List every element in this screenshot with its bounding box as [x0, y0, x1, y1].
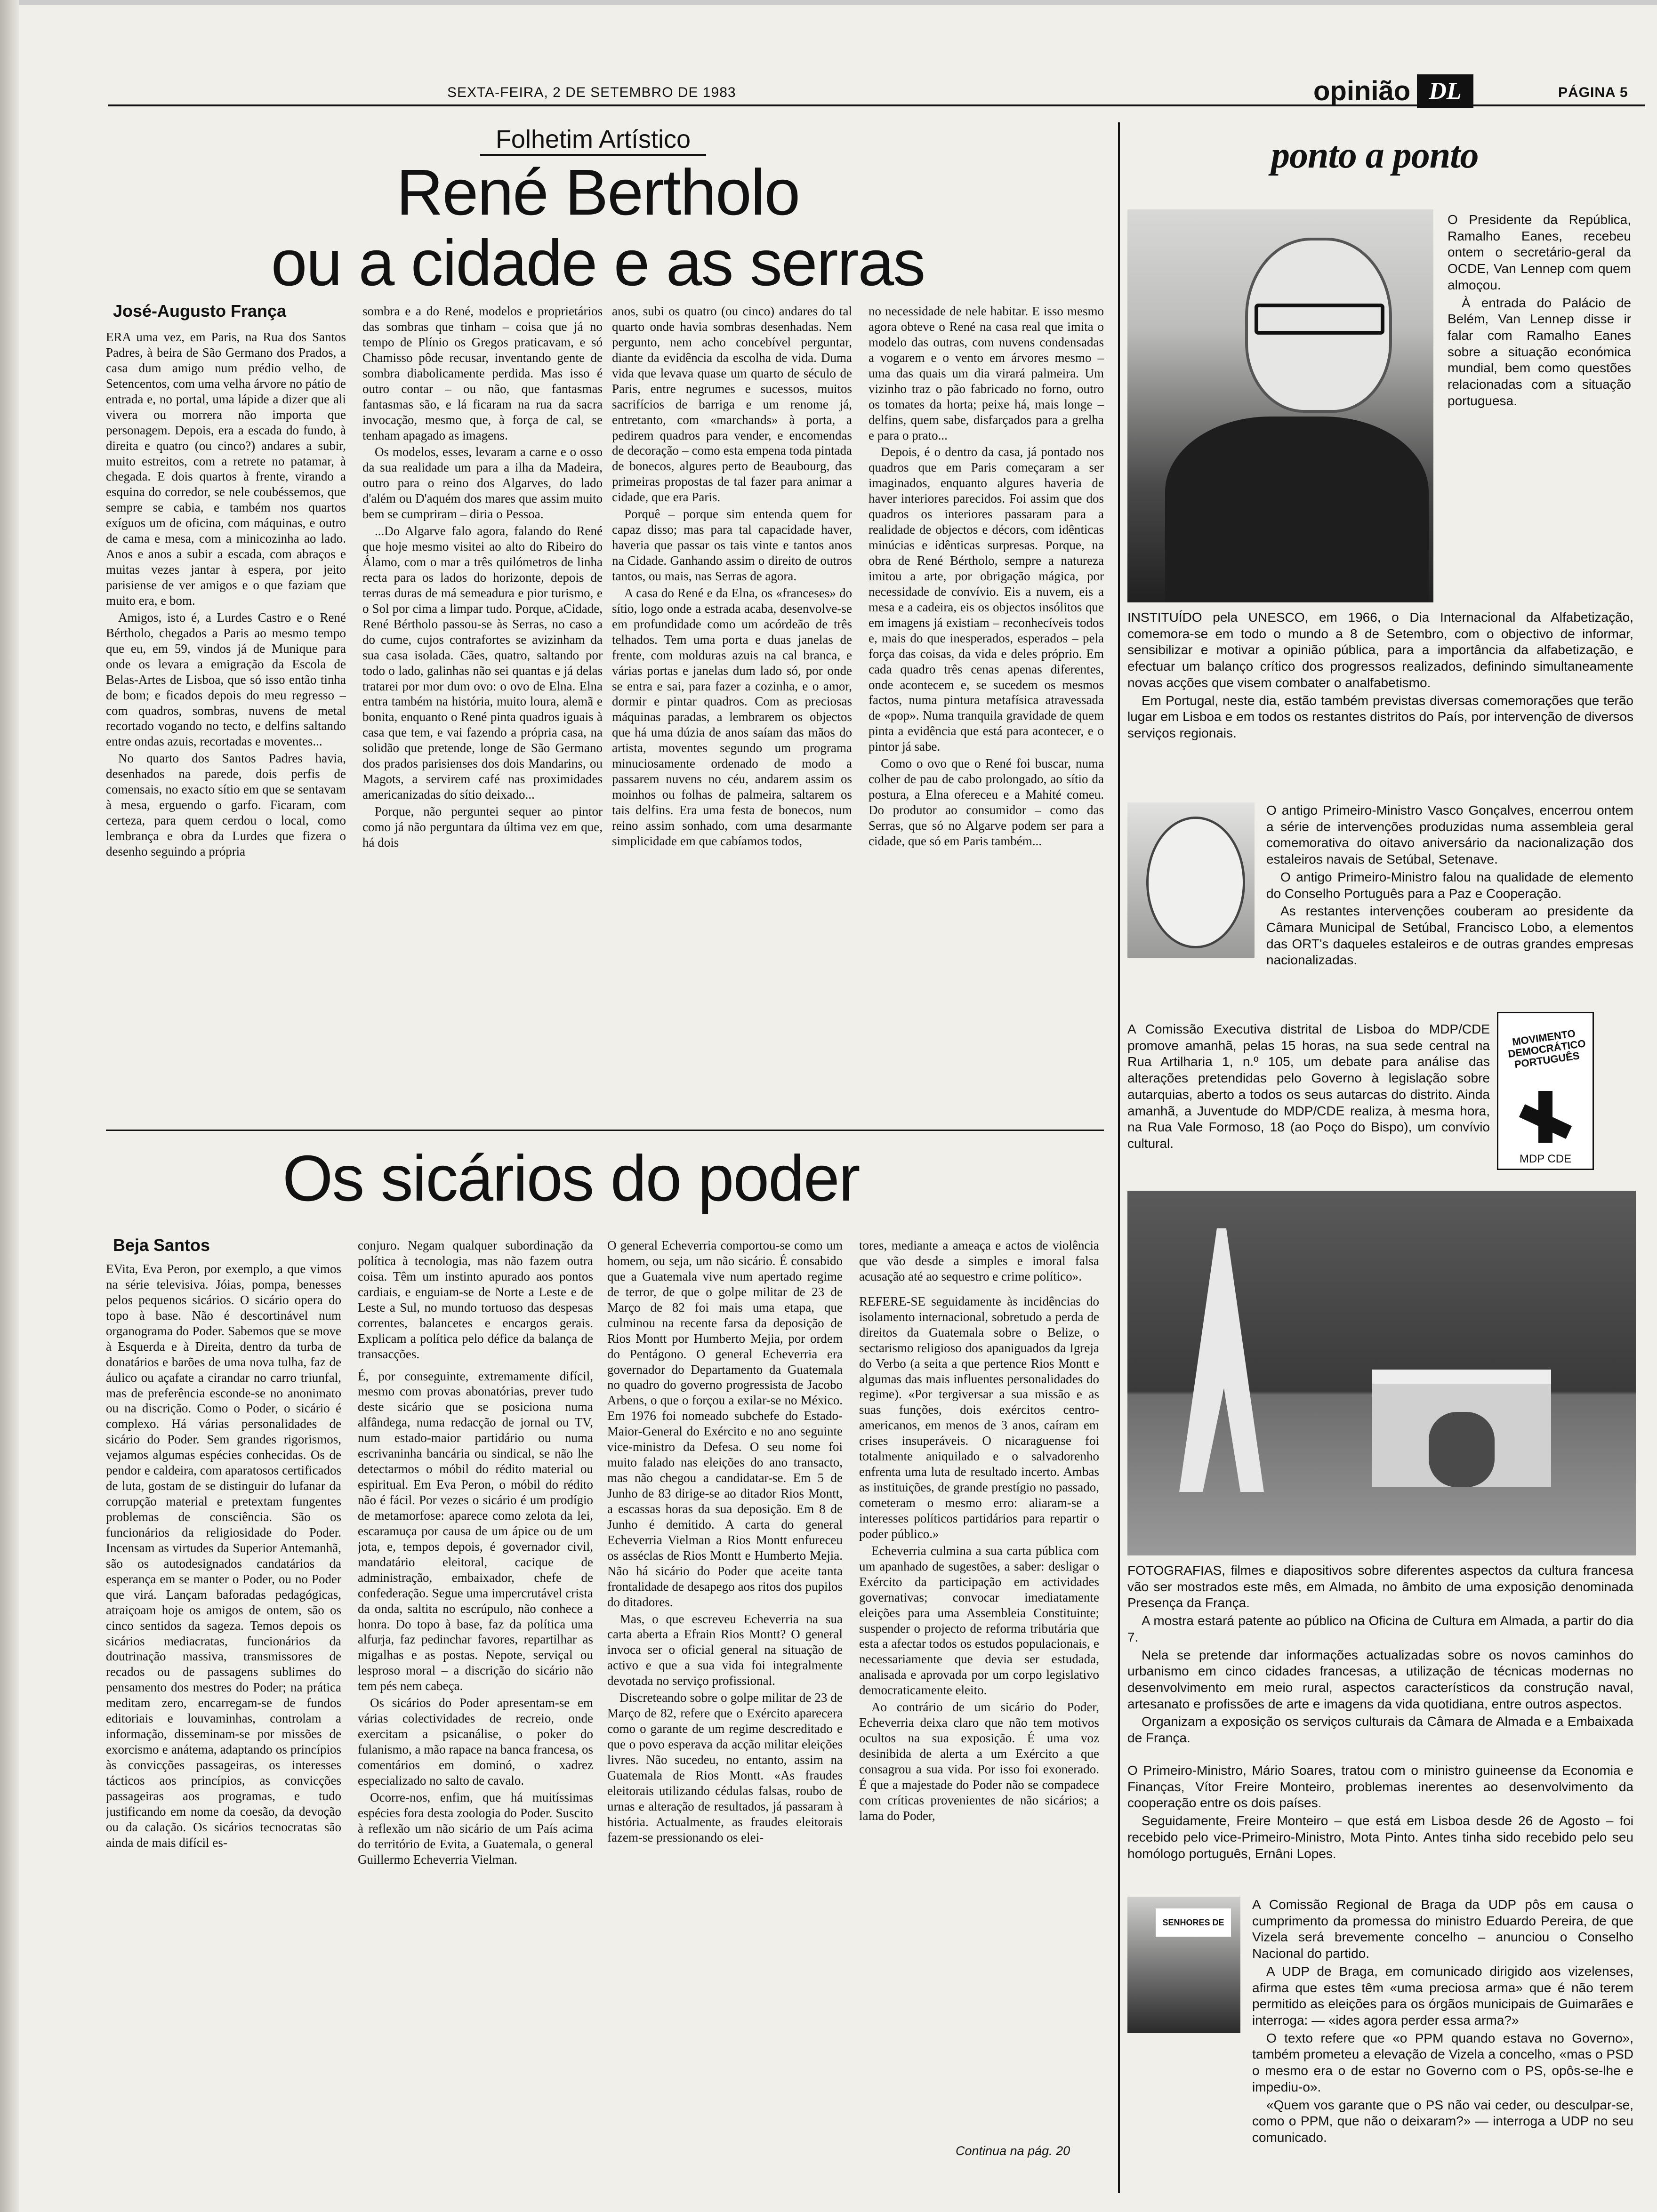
brief-eanes — [1448, 212, 1631, 593]
brief-eanes-p1: O Presidente da República, Ramalho Eanes, recebeu ontem o secretário-geral da OCDE, Van Lennep com quem almoçou. — [1448, 212, 1631, 292]
article1-title-line1: René Bertholo — [396, 156, 800, 229]
article2-col4-p4: Ao contrário de um sicário do Poder, Echeverria deixa claro que não tem motivos ocultos na sua exposição. É uma voz desinibida de alerta a um Exército a que consagrou a sua vida. Por isso foi exonerado. É que a majestade do Poder não se compadece com críticas provenientes de não sicários; a lama do Poder, — [859, 1700, 1099, 1823]
brief-franca-p2: A mostra estará patente ao público na Oficina de Cultura em Almada, a partir do dia 7. — [1127, 1613, 1633, 1644]
article2-col1-p1: EVita, Eva Peron, por exemplo, a que vimos na série televisiva. Jóias, pompa, benesses pelos pequenos sicários. O sicário opera do topo à base. Não é descortinável num organograma do Poder. Sabemos que se move à Esquerda e à Direita, dentro da turba de donatários e barões de uma nova tulha, faz de áulico ou açafate a cirandar no carro triunfal, mas de preferência esconde-se no anonimato ou na discrição. Como o Poder, o sicário é complexo. Há várias personalidades de sicário do Poder. Sem grandes rigorismos, vejamos algumas espécies conhecidas. Os de pendor e caldeira, com aparatosos certificados de luta, gostam de se distinguir do lufanar da corrupção material e pretextam fungentes problemas de consciência. São os funcionários da religiosidade do Poder. Incensam as virtudes da Superior Antemanhã, são os autodesignados candatários da esperança em se manter o Poder, ou no Poder que virá. Lançam baforadas pedagógicas, atraiçoam hoje os amigos de ontem, são os cinco sentidos da sageza. Temos depois os sicários mediacratas, funcionários da doutrinação massiva, transmissores de recados ou de passagens sublimes do pensamento dos mestres do Poder; na prática meditam zero, encarregam-se de fundos editoriais e louvaminhas, controlam a informação, disseminam-se por missões de exorcismo e anátema, adaptando os princípios às convicções passageiras, os interesses tácticos aos princípios, as convicções passageiras aos programas, e tudo justificando em nome da coesão, da devoção ou da calação. Os sicários tecnocratas são ainda de mais difícil es- — [106, 1262, 341, 1850]
article1-col2-p4: Porque, não perguntei sequer ao pintor como já não perguntara da última vez em que, há dois — [362, 804, 603, 850]
article2-col4 — [859, 1238, 1099, 2137]
article1-col2-p2: Os modelos, esses, levaram a carne e o osso da sua realidade um para a ilha da Madeira, outro para o reino dos Algarves, do lado d'além ou D'aquém dos mares que assim muito bem se cumpriram – diria o Pessoa. — [362, 445, 603, 521]
brief-mdp — [1127, 1021, 1490, 1172]
article1-col4-p1: no necessidade de nele habitar. E isso mesmo agora obteve o René na casa real que imita o modelo das outras, com nuvens condensadas a vogarem e o vento em árvores mesmo – uma das quais um dia virará palmeira. Um vizinho traz o pão fabricado no forno, outro os tomates da horta; peixe há, mais longe – delfins, quem sabe, disfarçados para a grelha e para o prato... — [869, 304, 1104, 442]
brief-goncalves-p1: O antigo Primeiro-Ministro Vasco Gonçalves, encerrou ontem a série de intervenções produzidas numa assembleia geral comemorativa do oitavo aniversário da nacionalização dos estaleiros navais de Setúbal, Setenave. — [1266, 803, 1633, 867]
brief-udp — [1252, 1897, 1633, 2198]
article2-col2-p2: É, por conseguinte, extremamente difícil, mesmo com provas abonatórias, prever tudo deste sicário que se posiciona numa alfândega, numa redacção de jornal ou TV, num estado-maior partidário ou numa escrivaninha bancária ou sindical, se não lhe detectarmos o móbil do rédito material ou espiritual. Em Eva Peron, o móbil do rédito não é fácil. Por vezes o sicário é um prodígio de metamorfose: aparece como zelota da lei, escaramuça por causa de um ápice ou de um jota, e, tempos depois, é governador civil, mandatário eleitoral, cacique de administração, embaixador, chefe de confederação. Segue uma impercrutável crista da onda, saltita no escrúpulo, não conhece a honra. Do topo à base, faz da política uma alfurja, faz pedinchar favores, repartilhar as migalhas e as postas. Nepote, serviçal ou lesproso moral – a discrição do sicário não tem pés nem cabeça. — [358, 1369, 593, 1693]
article2-col3-p2: Mas, o que escreveu Echeverria na sua carta aberta a Efrain Rios Montt? O general invoca ser o oficial general na situação de activo e que a sua vida foi integralmente devotada no serviço profissional. — [607, 1611, 843, 1688]
eanes-photo — [1127, 209, 1433, 602]
scan-edge-left — [0, 0, 19, 2212]
article1-col4 — [869, 304, 1104, 1125]
protest-photo — [1127, 1897, 1240, 2033]
newspaper-logo: DL — [1417, 74, 1473, 108]
article2-col1 — [106, 1261, 341, 2151]
brief-goncalves-p3: As restantes intervenções couberam ao presidente da Câmara Municipal de Setúbal, Francisco Lobo, a elementos das ORT's daqueles estaleiros e de outras grandes empresas nacionalizadas. — [1266, 904, 1633, 968]
article1-author: José-Augusto França — [113, 301, 287, 321]
protest-sign: SENHORES DE — [1156, 1908, 1231, 1937]
article1-col3 — [612, 304, 852, 1125]
brief-mdp-p1: A Comissão Executiva distrital de Lisboa do MDP/CDE promove amanhã, pelas 15 horas, na sua sede central na Rua Artilharia 1, n.º 105, um debate para análise das alterações pretendidas pelo Governo à legislação sobre autarquias, aberto a todos os seus autarcas do distrito. Ainda amanhã, a Juventude do MDP/CDE realiza, à mesma hora, na Rua Vale Formoso, 18 (ao Poço do Bispo), um convívio cultural. — [1127, 1022, 1490, 1151]
eiffel-tower-icon — [1170, 1228, 1273, 1492]
sidebar-rule — [1118, 122, 1120, 2193]
header-date: SEXTA-FEIRA, 2 DE SETEMBRO DE 1983 — [447, 85, 736, 100]
article1-col3-p1: anos, subi os quatro (ou cinco) andares do tal quarto onde havia sombras desenhadas. Nem pergunto, nem acho concebível perguntar, diante da evidência da escolha de vida. Duma vida que levava quase um quarto de século de Paris, entre negrumes e sucessos, muitos sacrifícios de barriga e um renome já, entretanto, com «marchands» à porta, a pedirem quadros para vender, e encomendas de decoração – como esta empena toda pintada de bonecos, algures perto de Beaubourg, das primeiras propostas de tal fazer para animar a cidade, que era Paris. — [612, 304, 852, 505]
brief-eanes-p2: À entrada do Palácio de Belém, Van Lennep disse ir falar com Ramalho Eanes sobre a situação económica mundial, bem como questões relacionadas com a situação portuguesa. — [1448, 295, 1631, 408]
brief-franca-p4: Organizam a exposição os serviços culturais da Câmara de Almada e a Embaixada de França. — [1127, 1714, 1633, 1746]
brief-franca — [1127, 1563, 1633, 1751]
vasco-goncalves-photo — [1127, 802, 1255, 958]
arc-de-triomphe-icon — [1372, 1370, 1551, 1487]
article2-col2 — [358, 1238, 593, 2151]
article1-col2 — [362, 304, 603, 1125]
article2-col4-p2: REFERE-SE seguidamente às incidências do isolamento internacional, sobretudo a perda de direitos da Guatemala sobre o Belize, o sectarismo religioso dos apaniguados da Igreja do Verbo (a seita a que pertence Rios Montt e algumas das mais influentes personalidades do regime). «Por tergiversar a sua missão e as suas funções, dois exércitos centro-americanos, em menos de 3 anos, caíram em crises insuperáveis. O nicaraguense foi totalmente aniquilado e o salvadorenho enfrenta uma luta de resultado incerto. Ambas as instituições, de grande prestígio no passado, cometeram o mesmo erro: aliaram-se a interesses políticos partidários para repartir o poder público.» — [859, 1294, 1099, 1541]
brief-soares-p2: Seguidamente, Freire Monteiro – que está em Lisboa desde 26 de Agosto – foi recebido pelo vice-Primeiro-Ministro, Mota Pinto. Antes tinha sido recebido pelo seu homólogo português, Ernâni Lopes. — [1127, 1813, 1633, 1861]
mdp-logo-label: MDP CDE — [1519, 1153, 1572, 1165]
header-rule — [108, 104, 1645, 106]
article2-title: Os sicários do poder — [282, 1142, 860, 1215]
mdp-logo-text: MOVIMENTO DEMOCRÁTICO PORTUGUÊS — [1507, 1027, 1587, 1071]
article2-author: Beja Santos — [113, 1235, 210, 1255]
article2-col4-p1: tores, mediante a ameaça e actos de violência que vão desde a simples e imoral falsa acusação até ao sequestro e crime político». — [859, 1238, 1099, 1283]
article1-title-line2: ou a cidade e as serras — [271, 227, 925, 299]
article2-col3-p1: O general Echeverria comportou-se como um homem, ou seja, um não sicário. É consabido que a Guatemala vive num apertado regime de terror, de que o golpe militar de 23 de Março de 82 foi mais uma etapa, que culminou na recente farsa da deposição de Rios Montt por Humberto Mejia, por ordem do Pentágono. O general Echeverria era governador do Departamento da Guatemala no quadro do governo progressista de Jacobo Arbens, o que o forçou a exilar-se no México. Em 1976 foi nomeado subchefe do Estado-Maior-General do Exército e no ano seguinte vice-ministro da Defesa. O seu nome foi muito falado nas eleições do ano transacto, mas não chegou a candidatar-se. Em 5 de Junho de 83 dirige-se ao ditador Rios Montt, a escassas horas da sua deposição. Em 8 de Junho é demitido. A carta do general Echeverria Vielman a Rios Montt enfureceu os asséclas de Rios Montt e Humberto Mejia. Não há sicário do Poder que aceite tanta frontalidade de desapego aos ritos dos pupilos do ditadores. — [607, 1238, 843, 1609]
article1-col1-p2: Amigos, isto é, a Lurdes Castro e o René Bértholo, chegados a Paris ao mesmo tempo que eu, em 59, vindos já de Munique para onde os levara a emigração da Escola de Belas-Artes de Lisboa, que só isso então tinha de bom; e ficados depois do meu regresso – com quadros, sombras, nuvens de metal recortado vogando no tecto, e delfins saltando entre ondas azuis, recortadas e moventes... — [106, 610, 346, 749]
goncalves-head — [1146, 817, 1245, 948]
france-souvenirs-photo — [1127, 1191, 1636, 1555]
page-number: PÁGINA 5 — [1558, 85, 1628, 100]
article2-col4-p3: Echeverria culmina a sua carta pública com um apanhado de sugestões, a saber: desligar o Exército da participação em actividades governativas; convocar imediatamente eleições para uma Assembleia Constituinte; suspender o projecto de reforma tributária que esta a afectar todos os estudos populacionais, e necessariamente que devia ser estudada, analisada e aprovada por um corpo legislativo democraticamente eleito. — [859, 1543, 1099, 1698]
brief-udp-p1: A Comissão Regional de Braga da UDP pôs em causa o cumprimento da promessa do ministro Eduardo Pereira, de que Vizela será brevemente concelho – anunciou o Conselho Nacional do partido. — [1252, 1897, 1633, 1961]
mdp-cde-logo — [1497, 1012, 1594, 1170]
brief-soares-p1: O Primeiro-Ministro, Mário Soares, tratou com o ministro guineense da Economia e Finanças, Vítor Freire Monteiro, problemas inerentes ao desenvolvimento da cooperação entre os dois países. — [1127, 1763, 1633, 1811]
brief-unesco-p1: INSTITUÍDO pela UNESCO, em 1966, o Dia Internacional da Alfabetização, comemora-se em todo o mundo a 8 de Setembro, com o objectivo de informar, sensibilizar e motivar a opinião pública, para a importância da alfabetização, e efectuar um balanço crítico dos progressos realizados, definindo simultaneamente novas acções que visem combater o analfabetismo. — [1127, 610, 1633, 690]
article2-col2-p3: Os sicários do Poder apresentam-se em várias colectividades de recreio, onde exercitam a psicanálise, o poker do fulanismo, a mão rapace na banca francesa, os comentários em dominó, o xadrez especializado no salto de cavalo. — [358, 1696, 593, 1787]
brief-soares — [1127, 1763, 1633, 1880]
article1-col1-p3: No quarto dos Santos Padres havia, desenhados na parede, dois perfis de comensais, no exacto sítio em que se sentavam à mesa, erguendo o garfo. Ficaram, com certeza, para quem cerdou o local, como lembrança e obra da Lurdes que fizera o desenho seguindo a própria — [106, 751, 346, 858]
article-divider — [106, 1130, 1104, 1131]
eanes-glasses — [1255, 304, 1384, 335]
article2-col3-p3: Discreteando sobre o golpe militar de 23 de Março de 82, refere que o Exército aparecera como o garante de um regime descreditado e que o povo esperava da acção militar eleições livres. Não sucedeu, no entanto, assim na Guatemala de Rios Montt. «As fraudes eleitorais utilizando cédulas falsas, roubo de urnas e alteração de resultados, já passaram à história. Actualmente, as fraudes eleitorais fazem-se pressionando os elei- — [607, 1691, 843, 1844]
brief-goncalves — [1266, 802, 1633, 1010]
brief-udp-p4: «Quem vos garante que o PS não vai ceder, ou desculpar-se, como o PPM, que não o deixaram?» — interroga a UDP no seu comunicado. — [1252, 2097, 1633, 2145]
continued-note: Continua na pág. 20 — [956, 2144, 1070, 2158]
article1-col1-p1: ERA uma vez, em Paris, na Rua dos Santos Padres, à beira de São Germano dos Prados, a casa dum amigo num prédio velho, de Setencentos, com uma velha árvore no pátio de entrada e, no portal, uma lápide a dizer que ali vivera ou morrera não importa que personagem. Depois, era a escada do fundo, à direita e quatro (ou cinco?) andares a subir, muito estreitos, com a retrete no patamar, à chegada. E dois quartos à frente, virando a esquina do corredor, se nele coubéssemos, que sempre se cabia, e também nos quartos exíguos um de oficina, com máquinas, e outro de cama e mesa, com a minicozinha ao lado. Anos e anos a subir a escada, com abraços e muitas vezes jantar à espera, por jeito parisiense de ver amigos e o que faziam que muito era, e bom. — [106, 330, 346, 608]
brief-unesco — [1127, 609, 1633, 788]
sidebar-title: ponto a ponto — [1271, 135, 1479, 176]
article2-col3 — [607, 1238, 843, 2151]
article1-col2-p3: ...Do Algarve falo agora, falando do René que hoje mesmo visitei ao alto do Ribeiro do Álamo, com o mar a três quilómetros de linha recta para os lados do horizonte, depois de terras duras de má semeadura e pior turismo, e o Sol por cima a limpar tudo. Porque, aCidade, René Bértholo passou-se às Serras, no caso a do cume, cujos contrafortes se avizinham da sua casa isolada. Cães, quatro, saltando por todo o lado, galinhas não sei quantas e já delas tratarei por mor dum ovo: o ovo de Elna. Elna entra também na história, muito loura, alemã e bonita, enquanto o René pinta quadros iguais à casa que tem, e vai fazendo a própria casa, na solidão que pretende, longe de São Germano dos prados parisienses dos dois Mandarins, ou Magots, a servirem café nas proximidades americanizadas do sítio deixado... — [362, 524, 603, 802]
brief-goncalves-p2: O antigo Primeiro-Ministro falou na qualidade de elemento do Conselho Português para a Paz e Cooperação. — [1266, 869, 1633, 901]
brief-udp-p3: O texto refere que «o PPM quando estava no Governo», também prometeu a elevação de Vizela a concelho, «mas o PSD o mesmo era o de estar no Governo com o PS, opôs-se-lhe e impediu-o». — [1252, 2030, 1633, 2094]
brief-unesco-p2: Em Portugal, neste dia, estão também previstas diversas comemorações que terão lugar em Lisboa e em todos os restantes distritos do País, por intervenção de diversos serviços regionais. — [1127, 693, 1633, 741]
article1-col2-p1: sombra e a do René, modelos e proprietários das sombras que tinham – coisa que já no tempo de Plínio os Gregos praticavam, e só Chamisso pôde recusar, inventando gente de sombra diabolicamente perdida. Mas isso é outro contar – ou não, que fantasmas fantasmas são, e lá ficaram na rua da sacra invocação, mesmo que, à força de cal, se tenham apagado as imagens. — [362, 304, 603, 442]
brief-udp-p2: A UDP de Braga, em comunicado dirigido aos vizelenses, afirma que estes têm «uma preciosa arma» que é não terem permitido as eleições para os órgãos municipais de Guimarães e interroga: — «ides agora perder essa arma?» — [1252, 1964, 1633, 2028]
article1-col4-p2: Depois, é o dentro da casa, já pontado nos quadros que em Paris começaram a ser imaginados, enquanto algures haveria de haver interiores parecidos. Foi assim que dos quadros os interiores passaram para a realidade de objectos e décors, com idênticas minúcias e idênticas surpresas. Porque, na obra de René Bértholo, sempre a natureza imitou a arte, por obrigação mágica, por necessidade de convívio. Eis a nuvem, eis a mesa e a cadeira, eis os objectos insólitos que em imagens já existiam – reconhecíveis todos e, mais do que inesperados, esperados – pela força das coisas, da vida e deles próprio. Em cada quadro três cenas apenas diferentes, onde acontecem e, se sucedem os mesmos factos, numa pintura metafísica atravessada de «pop». Numa tranquila gravidade de quem pinta a evidência que está para acontecer, e o pintor já sabe. — [869, 445, 1104, 754]
brief-franca-p3: Nela se pretende dar informações actualizadas sobre os novos caminhos do urbanismo em cinco cidades francesas, a utilização de técnicas modernas no desenvolvimento em meio rural, aspectos característicos da construção naval, artesanato e profissões de arte e imagens da vida quotidiana, entre outros aspectos. — [1127, 1647, 1633, 1711]
scan-edge-top — [0, 0, 1657, 5]
article2-col2-p1: conjuro. Negam qualquer subordinação da política à tecnologia, mas não fazem outra coisa. Têm um instinto apurado aos pontos cardiais, e enguiam-se de Norte a Leste e de Leste a Sul, no mundo tortuoso das despesas correntes, balancetes e encargos gerais. Explicam a política pelo défice da balança de transacções. — [358, 1238, 593, 1361]
section-label: opinião — [1313, 76, 1411, 106]
eanes-suit — [1165, 417, 1429, 602]
article1-col1 — [106, 329, 346, 1125]
article2-col2-p4: Ocorre-nos, enfim, que há muitíssimas espécies fora desta zoologia do Poder. Suscito à reflexão um não sicário de um País acima do território de Evita, a Guatemala, o general Guillermo Echeverria Vielman. — [358, 1790, 593, 1867]
article1-col4-p3: Como o ovo que o René foi buscar, numa colher de pau de cabo prolongado, ao sítio da postura, a Elna ofereceu e a Mahité comeu. Do produtor ao consumidor – como das Serras, que só no Algarve podem ser para a cidade, que só em Paris também... — [869, 756, 1104, 848]
article1-kicker: Folhetim Artístico — [480, 125, 706, 156]
brief-franca-p1: FOTOGRAFIAS, filmes e diapositivos sobre diferentes aspectos da cultura francesa vão ser mostrados este mês, em Almada, no âmbito de uma exposição denominada Presença da França. — [1127, 1563, 1633, 1611]
article1-col3-p2: Porquê – porque sim entenda quem for capaz disso; mas para tal capacidade haver, haveria que passar os tais vinte e tantos anos na Cidade. Ganhando assim o direito de outros tantos, ou mais, nas Serras de agora. — [612, 507, 852, 583]
article1-col3-p3: A casa do René e da Elna, os «franceses» do sítio, logo onde a estrada acaba, desenvolve-se em profundidade como um acórdeão de três telhados. Tem uma porta e duas janelas de frente, com molduras azuis na cal branca, e várias portas e janelas dum lado só, por onde se entra e sai, para fazer a cozinha, e o amor, dormir e pintar quadros. Com as preciosas máquinas paradas, a lembrarem os objectos que há uma dúzia de anos saíam das mãos do artista, moventes segundo um programa minuciosamente ordenado de modo a passarem nuvens no céu, andarem assim os moinhos ou folhas de palmeira, saltarem os tais delfins. Era uma festa de bonecos, num reino assim sonhado, com uma desarmante simplicidade em que cabíamos todos, — [612, 585, 852, 848]
